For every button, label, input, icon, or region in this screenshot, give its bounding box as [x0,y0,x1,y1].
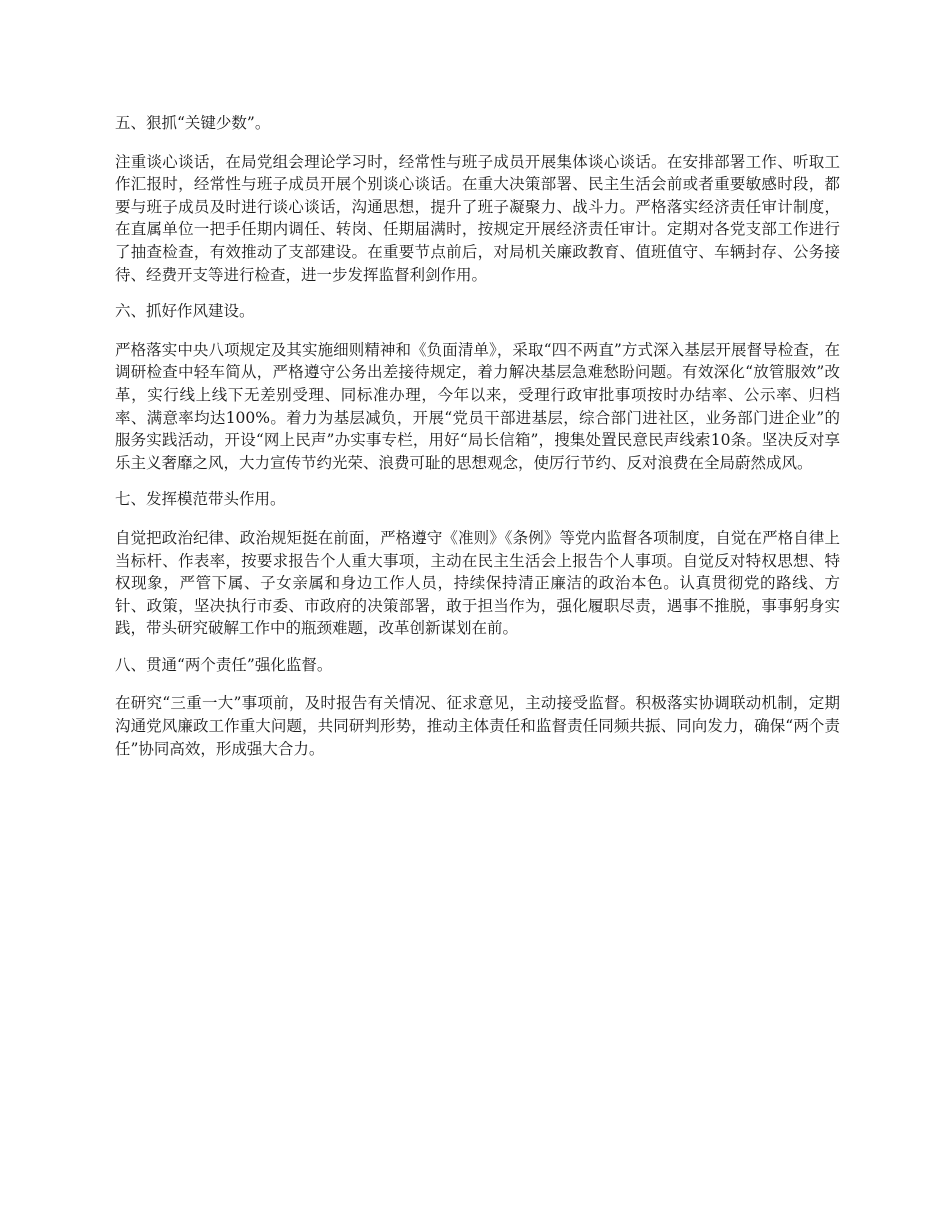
section-8 [115,654,840,760]
section-5 [115,112,840,286]
section-paragraph: 注重谈心谈话，在局党组会理论学习时，经常性与班子成员开展集体谈心谈话。在安排部署工作、听取工作汇报时，经常性与班子成员开展个别谈心谈话。在重大决策部署、民主生活会前或者重要敏感时段，都要与班子成员及时进行谈心谈话，沟通思想，提升了班子凝聚力、战斗力。严格落实经济责任审计制度，在直属单位一把手任期内调任、转岗、任期届满时，按规定开展经济责任审计。定期对各党支部工作进行了抽查检查，有效推动了支部建设。在重要节点前后，对局机关廉政教育、值班值守、车辆封存、公务接待、经费开支等进行检查，进一步发挥监督利剑作用。 [115,152,840,284]
section-heading: 七、发挥模范带头作用。 [115,490,286,509]
section-paragraph: 严格落实中央八项规定及其实施细则精神和《负面清单》，采取“四不两直”方式深入基层开展督导检查，在调研检查中轻车简从，严格遵守公务出差接待规定，着力解决基层急难愁盼问题。有效深化“放管服效”改革，实行线上线下无差别受理、同标准办理，今年以来，受理行政审批事项按时办结率、公示率、归档率、满意率均达100%。着力为基层减负，开展“党员干部进基层，综合部门进社区，业务部门进企业”的服务实践活动，开设“网上民声”办实事专栏，用好“局长信箱”，搜集处置民意民声线索10条。坚决反对享乐主义奢靡之风，大力宣传节约光荣、浪费可耻的思想观念，使厉行节约、反对浪费在全局蔚然成风。 [115,340,840,472]
document-page [115,112,840,774]
section-heading: 五、狠抓“关键少数”。 [115,114,271,132]
section-7 [115,488,840,640]
section-6 [115,300,840,474]
section-heading: 六、抓好作风建设。 [115,302,255,321]
section-paragraph: 在研究“三重一大”事项前，及时报告有关情况、征求意见，主动接受监督。积极落实协调联动机制，定期沟通党风廉政工作重大问题，共同研判形势，推动主体责任和监督责任同频共振、同向发力，确保“两个责任”协同高效，形成强大合力。 [115,694,840,758]
section-paragraph: 自觉把政治纪律、政治规矩挺在前面，严格遵守《准则》《条例》等党内监督各项制度，自觉在严格自律上当标杆、作表率，按要求报告个人重大事项，主动在民主生活会上报告个人事项。自觉反对特权思想、特权现象，严管下属、子女亲属和身边工作人员，持续保持清正廉洁的政治本色。认真贯彻党的路线、方针、政策，坚决执行市委、市政府的决策部署，敢于担当作为，强化履职尽责，遇事不推脱，事事躬身实践，带头研究破解工作中的瓶颈难题，改革创新谋划在前。 [115,528,840,638]
section-heading: 八、贯通“两个责任”强化监督。 [115,655,333,674]
